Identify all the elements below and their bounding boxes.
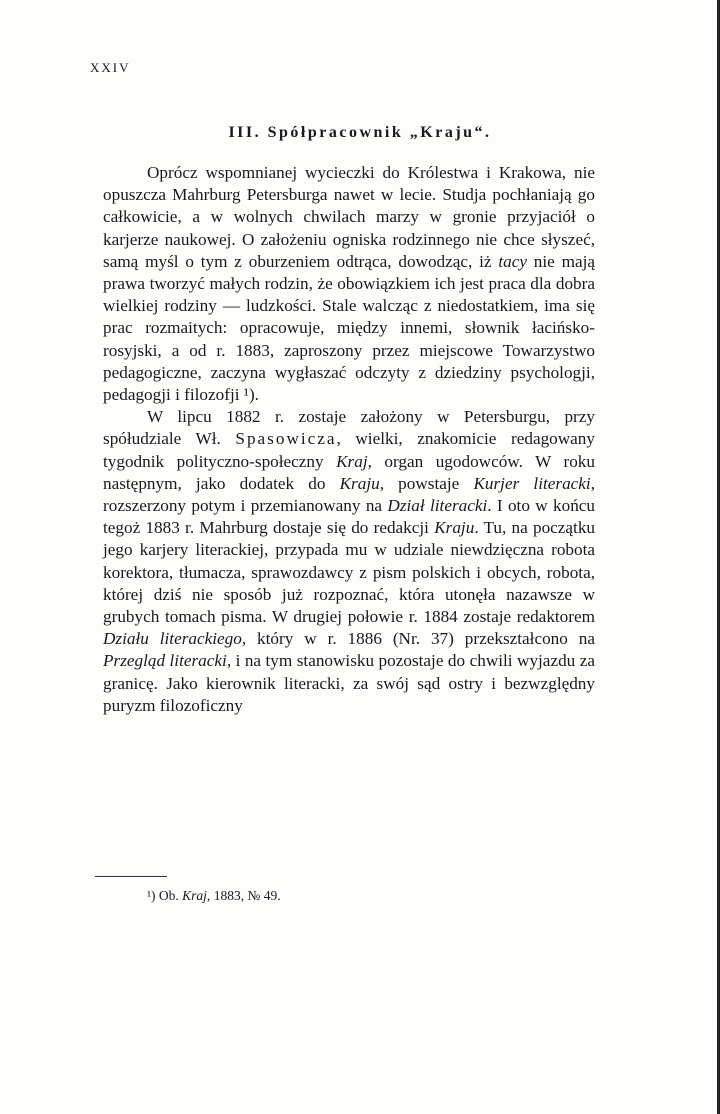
- text-run: , powstaje: [379, 473, 474, 493]
- text-run: , który w r. 1886 (Nr. 37) przekształcono na: [241, 629, 595, 649]
- text-run: nie mają prawa tworzyć małych rodzin, że obowiązkiem ich jest praca dla dobra wielkiej rodziny — ludzkości. Stale walcząc z niedostatkiem, ima się prac rozmaitych: opracowuje, między innemi, słownik łacińsko-rosyjski, a od r. 1883, zaproszony przez miejscowe Towarzystwo pedagogiczne, zaczyna wygłaszać odczyty z dziedziny psychologji, pedagogji i filozofji ¹).: [103, 251, 595, 405]
- text-run: . I oto w końcu tegoż 1883 r. Mahrburg dostaje się do redakcji: [103, 496, 596, 538]
- italic-term: Kurjer literacki: [473, 473, 591, 493]
- footnote-marker: ¹): [147, 888, 156, 903]
- text-run: Oprócz wspomnianej wycieczki do Królestwa i Krakowa, nie opuszcza Mahrburg Petersburga nawet w lecie. Studja pochłaniają go całkowicie, a w wolnych chwilach marzy w gronie przyjaciół o karjerze naukowej. O założeniu ogniska rodzinnego nie chce słyszeć, samą myśl o tym z oburzeniem odtrąca, dowodząc, iż: [103, 163, 595, 271]
- text-run: W lipcu 1882 r. zostaje założony w Petersburgu, przy spółudziale Wł.: [103, 407, 595, 449]
- text-run: , i na tym stanowisku pozostaje do chwili wyjazdu za granicę. Jako kierownik literacki, za swój sąd ostry i bezwzględny puryzm filozoficzny: [103, 651, 595, 715]
- paragraph: [103, 162, 595, 406]
- italic-term: Kraju: [434, 518, 475, 538]
- text-run: , rozszerzony potym i przemianowany na: [103, 473, 596, 516]
- spaced-name: Spasowicza: [235, 429, 337, 449]
- footnote-rule: [95, 876, 167, 877]
- text-run: , organ ugodowców. W roku następnym, jako dodatek do: [103, 451, 595, 493]
- text-run: . Tu, na początku jego karjery literackiej, przypada mu w udziale niewdzięczna robota korektora, tłumacza, sprawozdawcy z pism polskich i obcych, robota, której dziś nie sposób już rozpoznać, która utonęła nazawsze w grubych tomach pisma. W drugiej połowie r. 1884 zostaje redaktorem: [103, 518, 596, 627]
- body-text: [103, 162, 595, 717]
- paragraph: [103, 406, 595, 717]
- footnote: [147, 888, 281, 904]
- text-run: , wielki, znakomicie redagowany tygodnik polityczno-społeczny: [103, 429, 595, 471]
- footnote-rest: 1883, № 49.: [213, 888, 281, 903]
- footnote-prefix: Ob.: [158, 888, 179, 903]
- italic-term: Kraju: [339, 473, 380, 493]
- italic-term: Kraj: [336, 451, 368, 471]
- italic-term: Dział literacki: [387, 496, 488, 516]
- footnote-source: Kraj,: [182, 888, 211, 903]
- section-title: III. Spółpracownik „Kraju“.: [228, 124, 492, 141]
- italic-term: tacy: [498, 251, 527, 271]
- italic-term: Przegląd literacki: [103, 651, 227, 671]
- page-number: XXIV: [90, 60, 131, 75]
- italic-term: Działu literackiego: [103, 629, 242, 649]
